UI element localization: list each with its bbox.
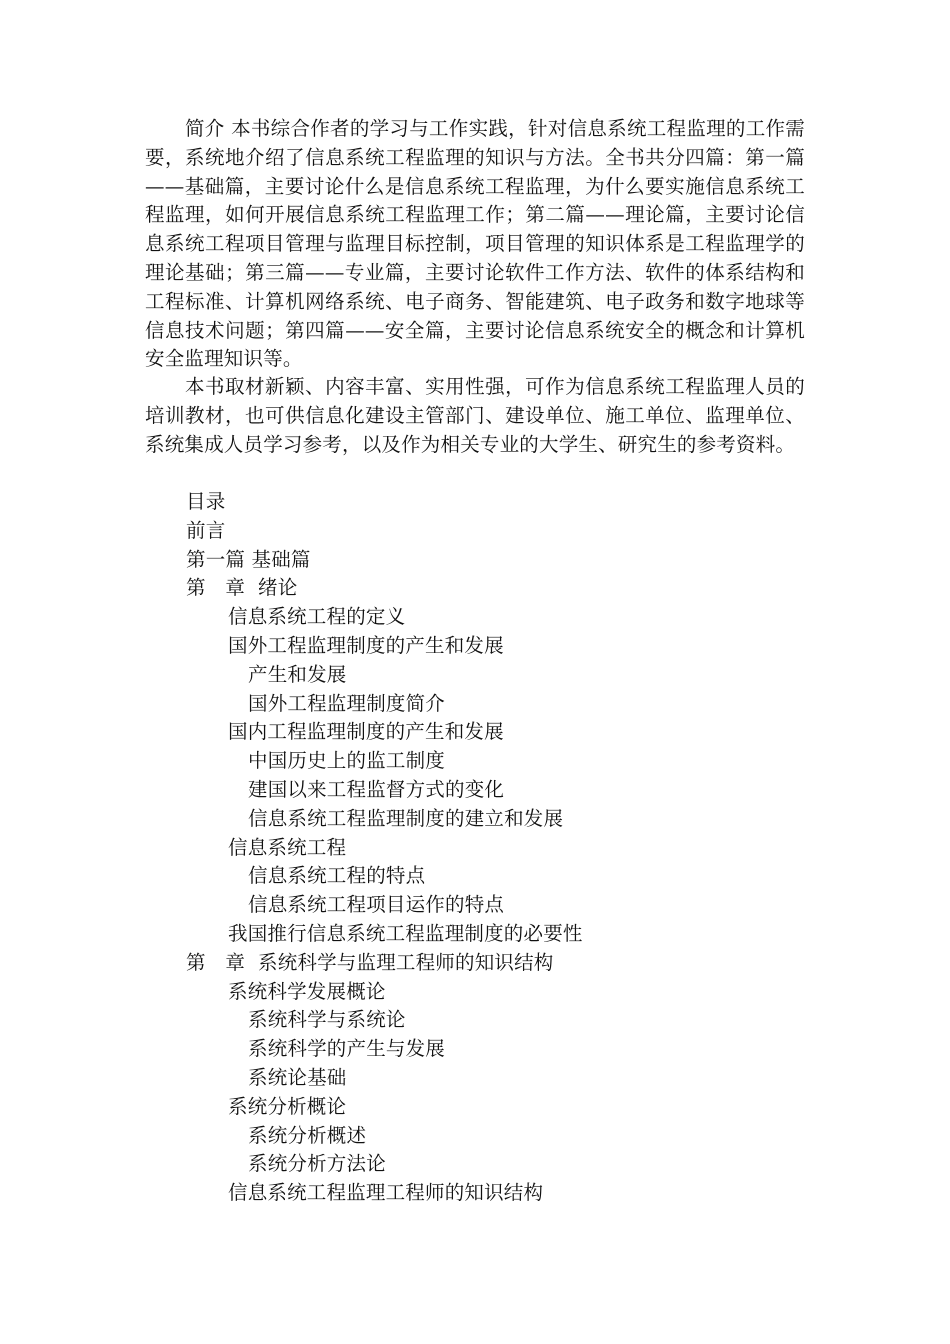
toc-subsection[interactable]: 建国以来工程监督方式的变化 <box>248 777 505 801</box>
toc-preface[interactable]: 前言 <box>186 518 226 542</box>
toc-subsection[interactable]: 系统分析概述 <box>248 1123 367 1147</box>
toc-heading: 目录 <box>186 490 226 513</box>
toc-part-1[interactable]: 第一篇 基础篇 <box>186 547 311 571</box>
toc-subsection[interactable]: 系统论基础 <box>248 1065 347 1089</box>
toc-section[interactable]: 系统分析概论 <box>228 1094 347 1118</box>
chapter-number: 第 章 <box>186 576 246 600</box>
toc-subsection[interactable]: 信息系统工程的特点 <box>248 864 426 888</box>
chapter-title: 系统科学与监理工程师的知识结构 <box>258 950 554 974</box>
toc-subsection[interactable]: 信息系统工程项目运作的特点 <box>248 893 505 917</box>
toc-section[interactable]: 信息系统工程 <box>228 835 347 859</box>
toc-subsection[interactable]: 系统分析方法论 <box>248 1152 386 1176</box>
toc-subsection[interactable]: 系统科学与系统论 <box>248 1008 406 1032</box>
toc-section[interactable]: 系统科学发展概论 <box>228 979 386 1003</box>
toc-subsection[interactable]: 产生和发展 <box>248 662 347 686</box>
intro-paragraph: 简介 本书综合作者的学习与工作实践，针对信息系统工程监理的工作需要，系统地介绍了信息系统工程监理的知识与方法。全书共分四篇：第一篇——基础篇，主要讨论什么是信息系统工程监理，为什么要实施信息系统工程监理，如何开展信息系统工程监理工作；第二篇——理论篇，主要讨论信息系统工程项目管理与监理目标控制，项目管理的知识体系是工程监理学的理论基础；第三篇——专业篇，主要讨论软件工作方法、软件的体系结构和工程标准、计算机网络系统、电子商务、智能建筑、电子政务和数字地球等信息技术问题；第四篇——安全篇，主要讨论信息系统安全的概念和计算机安全监理知识等。 <box>145 117 805 371</box>
toc-section[interactable]: 我国推行信息系统工程监理制度的必要性 <box>228 921 583 945</box>
toc-section[interactable]: 信息系统工程监理工程师的知识结构 <box>228 1181 544 1205</box>
table-of-contents <box>0 488 950 1208</box>
toc-chapter-2[interactable] <box>0 949 950 978</box>
toc-subsection[interactable]: 系统科学的产生与发展 <box>248 1037 446 1061</box>
toc-subsection[interactable]: 国外工程监理制度简介 <box>248 691 446 715</box>
chapter-number: 第 章 <box>186 950 246 974</box>
toc-section[interactable]: 国外工程监理制度的产生和发展 <box>228 633 504 657</box>
toc-chapter-1[interactable] <box>0 574 950 603</box>
toc-subsection[interactable]: 中国历史上的监工制度 <box>248 749 446 773</box>
usage-paragraph: 本书取材新颖、内容丰富、实用性强，可作为信息系统工程监理人员的培训教材，也可供信息化建设主管部门、建设单位、施工单位、监理单位、系统集成人员学习参考，以及作为相关专业的大学生、研究生的参考资料。 <box>145 375 805 456</box>
chapter-title: 绪论 <box>258 576 298 600</box>
toc-subsection[interactable]: 信息系统工程监理制度的建立和发展 <box>248 806 564 830</box>
toc-section[interactable]: 信息系统工程的定义 <box>228 605 406 629</box>
toc-section[interactable]: 国内工程监理制度的产生和发展 <box>228 720 504 744</box>
